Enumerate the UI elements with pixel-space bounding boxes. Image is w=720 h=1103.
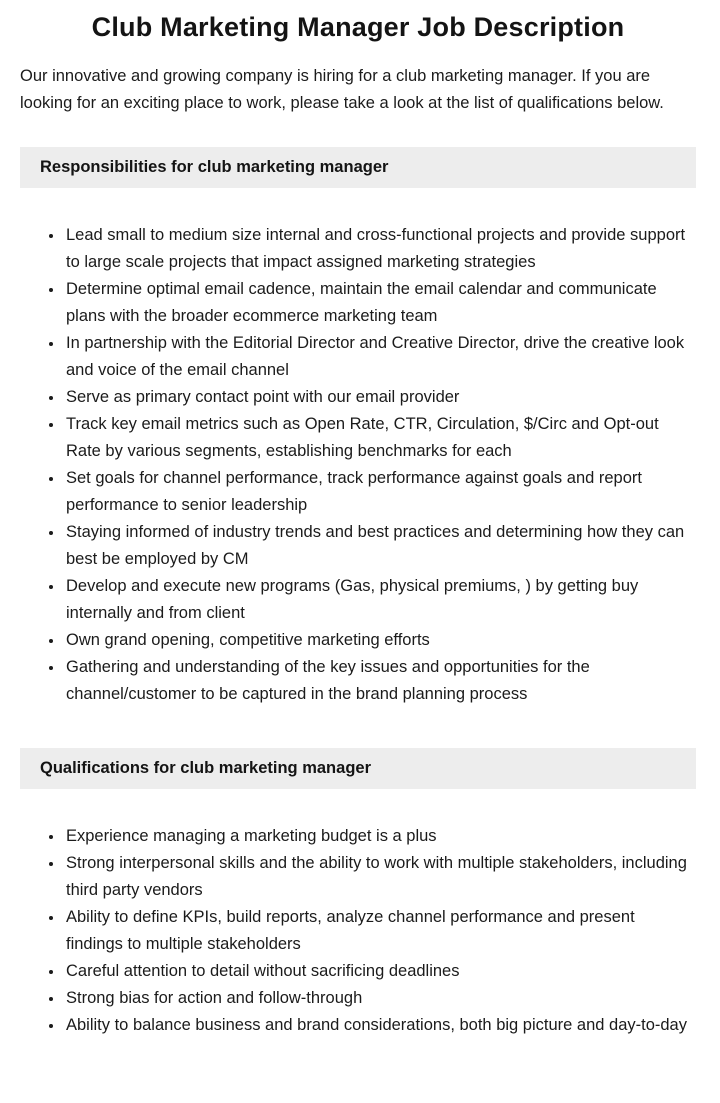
list-item: • Gathering and understanding of the key issues and opportunities for the channel/customer to be captured in the brand planning process: [64, 654, 696, 708]
list-item: • Lead small to medium size internal and cross-functional projects and provide support to large scale projects that impact assigned marketing strategies: [64, 222, 696, 276]
list-item: • Determine optimal email cadence, maintain the email calendar and communicate plans with the broader ecommerce marketing team: [64, 276, 696, 330]
intro-paragraph: Our innovative and growing company is hiring for a club marketing manager. If you are looking for an exciting place to work, please take a look at the list of qualifications below.: [20, 67, 664, 112]
qualifications-list: [20, 823, 696, 1039]
page-title: Club Marketing Manager Job Description: [91, 12, 625, 42]
section-heading: Qualifications for club marketing manager: [40, 759, 371, 777]
list-item: • Set goals for channel performance, track performance against goals and report performance to senior leadership: [64, 465, 696, 519]
list-item: • Strong interpersonal skills and the ability to work with multiple stakeholders, including third party vendors: [64, 850, 696, 904]
section-header-responsibilities: [20, 147, 696, 188]
list-item: • Strong bias for action and follow-through: [64, 985, 696, 1012]
section-heading: Responsibilities for club marketing manager: [40, 158, 389, 176]
list-item: • Develop and execute new programs (Gas, physical premiums, ) by getting buy internally and from client: [64, 573, 696, 627]
list-item: • In partnership with the Editorial Director and Creative Director, drive the creative look and voice of the email channel: [64, 330, 696, 384]
section-qualifications: [20, 748, 696, 1039]
list-item: • Ability to balance business and brand considerations, both big picture and day-to-day: [64, 1012, 696, 1039]
list-item: • Staying informed of industry trends and best practices and determining how they can best be employed by CM: [64, 519, 696, 573]
list-item: • Track key email metrics such as Open Rate, CTR, Circulation, $/Circ and Opt-out Rate by various segments, establishing benchmarks for each: [64, 411, 696, 465]
responsibilities-list: [20, 222, 696, 708]
list-item: • Ability to define KPIs, build reports, analyze channel performance and present findings to multiple stakeholders: [64, 904, 696, 958]
list-item: • Experience managing a marketing budget is a plus: [64, 823, 696, 850]
section-header-qualifications: [20, 748, 696, 789]
list-item: • Own grand opening, competitive marketing efforts: [64, 627, 696, 654]
list-item: • Careful attention to detail without sacrificing deadlines: [64, 958, 696, 985]
list-item: • Serve as primary contact point with our email provider: [64, 384, 696, 411]
section-responsibilities: [20, 147, 696, 708]
